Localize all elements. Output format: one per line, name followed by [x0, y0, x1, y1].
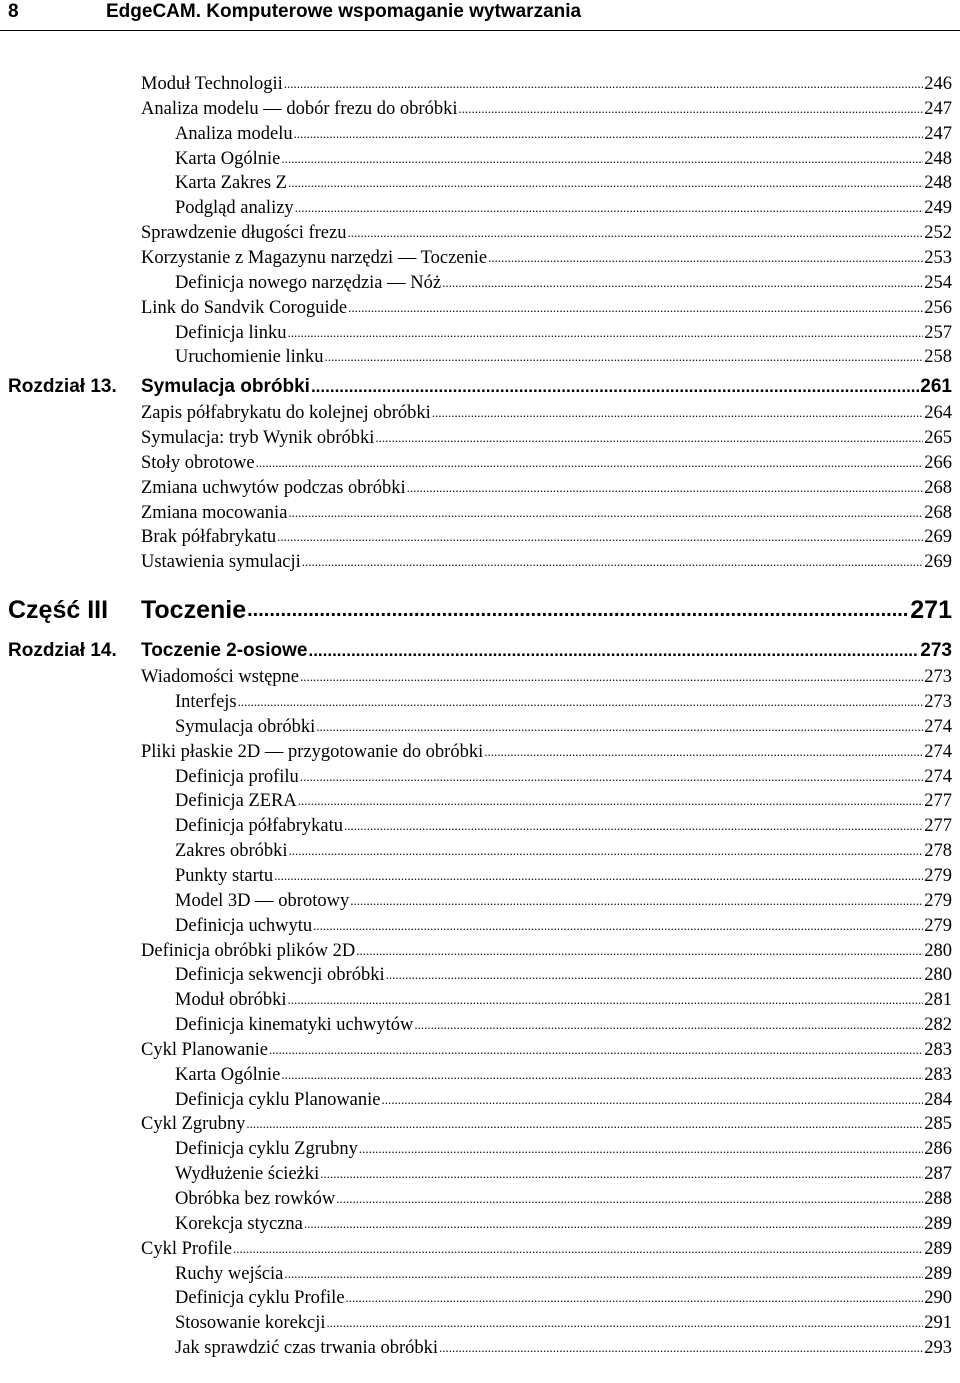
toc-subentry [175, 171, 952, 195]
toc-entry-page: 289 [924, 1238, 952, 1259]
toc-entry [141, 1237, 952, 1261]
toc-entry-title: Zmiana mocowania [141, 502, 288, 523]
toc-subentry-title: Model 3D — obrotowy [175, 890, 350, 911]
toc-subentry-title: Punkty startu [175, 865, 274, 886]
toc-subentry [175, 839, 952, 863]
toc-entry-page: 253 [924, 247, 952, 268]
dot-leader [313, 914, 923, 938]
dot-leader [300, 665, 923, 689]
toc-subentry-title: Definicja sekwencji obróbki [175, 965, 385, 986]
toc-entry-title: Cykl Profile [141, 1238, 232, 1259]
toc-subentry [175, 889, 952, 913]
toc-subentry-title: Obróbka bez rowków [175, 1189, 336, 1209]
toc-entry [141, 740, 952, 764]
toc-subentry-page: 281 [924, 990, 952, 1011]
toc-subentry [175, 1013, 952, 1037]
toc-subentry-page: 277 [924, 816, 952, 837]
toc-chapter-page: 273 [920, 640, 952, 662]
toc-subentry-title: Analiza modelu [175, 123, 293, 144]
toc-entry-title: Pliki płaskie 2D — przygotowanie do obróbki [141, 741, 484, 762]
toc-subentry-title: Definicja cyklu Zgrubny [175, 1139, 358, 1160]
toc-subentry-page: 291 [924, 1313, 952, 1334]
toc-subentry [175, 1088, 952, 1112]
toc-entry-title: Symulacja: tryb Wynik obróbki [141, 428, 375, 449]
toc-entry-page: 247 [924, 98, 952, 119]
dot-leader [281, 147, 923, 171]
toc-subentry-page: 284 [924, 1089, 952, 1110]
toc-chapter-label: Rozdział 14. [8, 640, 117, 662]
dot-leader [294, 122, 924, 146]
dot-leader [247, 594, 909, 626]
dot-leader [298, 789, 924, 813]
toc-subentry [175, 345, 952, 369]
toc-subentry-page: 290 [924, 1288, 952, 1309]
toc-entry-title: Cykl Zgrubny [141, 1114, 246, 1135]
toc-entry [141, 451, 952, 475]
toc-subentry-page: 254 [924, 272, 952, 293]
toc-part-page: 271 [910, 596, 952, 625]
toc-part-label: Część III [8, 596, 109, 625]
toc-chapter-page: 261 [920, 376, 952, 398]
dot-leader [375, 426, 923, 450]
toc-subentry-page: 293 [924, 1338, 952, 1359]
toc-entry-page: 266 [924, 452, 952, 473]
toc-entry-title: Moduł Technologii [141, 74, 283, 94]
toc-subentry-page: 278 [924, 841, 952, 862]
toc-subentry-page: 273 [924, 692, 952, 712]
toc-entry-title: Zmiana uchwytów podczas obróbki [141, 477, 406, 498]
toc-subentry [175, 147, 952, 171]
toc-entry-page: 264 [924, 403, 952, 424]
page-number: 8 [8, 1, 19, 22]
toc-entry [141, 476, 952, 500]
toc-subentry-page: 289 [924, 1263, 952, 1284]
dot-leader [288, 988, 924, 1012]
toc-entry-title: Sprawdzenie długości frezu [141, 223, 347, 244]
toc-subentry-page: 287 [924, 1164, 952, 1185]
toc-subentry-title: Definicja ZERA [175, 791, 297, 812]
toc-entry-title: Link do Sandvik Coroguide [141, 297, 348, 318]
toc-subentry-title: Definicja kinematyki uchwytów [175, 1015, 414, 1036]
toc-subentry-title: Definicja linku [175, 322, 287, 343]
toc-entry [141, 246, 952, 270]
toc-chapter-label: Rozdział 13. [8, 376, 117, 398]
toc-subentry-page: 279 [924, 865, 952, 886]
toc-subentry-title: Stosowanie korekcji [175, 1313, 326, 1334]
toc-subentry [175, 715, 952, 739]
toc-chapter-title: Symulacja obróbki [141, 376, 310, 398]
toc-subentry-title: Uruchomienie linku [175, 347, 324, 368]
dot-leader [439, 1336, 923, 1360]
toc-subentry [175, 122, 952, 146]
toc-entry-page: 256 [924, 297, 952, 318]
dot-leader [284, 72, 924, 96]
toc-subentry [175, 1311, 952, 1335]
dot-leader [308, 638, 919, 664]
toc-subentry-title: Karta Ogólnie [175, 148, 281, 169]
toc-subentry-title: Definicja cyklu Planowanie [175, 1089, 381, 1110]
toc-entry [141, 97, 952, 121]
toc-entry [141, 501, 952, 525]
toc-subentry-page: 247 [924, 123, 952, 144]
dot-leader [233, 1237, 923, 1261]
dot-leader [288, 501, 923, 525]
toc-subentry-page: 283 [924, 1064, 952, 1085]
dot-leader [356, 939, 923, 963]
dot-leader [289, 839, 924, 863]
toc-entry-page: 285 [924, 1114, 952, 1135]
toc-entry-title: Brak półfabrykatu [141, 527, 277, 548]
toc-subentry-page: 286 [924, 1139, 952, 1160]
toc-subentry-title: Moduł obróbki [175, 990, 287, 1011]
toc-subentry [175, 1162, 952, 1186]
dot-leader [295, 196, 924, 220]
toc-entry-page: 283 [924, 1039, 952, 1060]
toc-subentry-title: Korekcja styczna [175, 1213, 303, 1234]
dot-leader [344, 814, 923, 838]
dot-leader [484, 740, 923, 764]
toc-subentry-page: 248 [924, 173, 952, 194]
dot-leader [316, 715, 923, 739]
toc-subentry-page: 274 [924, 766, 952, 787]
toc-entry-title: Stoły obrotowe [141, 452, 255, 473]
dot-leader [336, 1187, 923, 1211]
toc-entry-title: Analiza modelu — dobór frezu do obróbki [141, 98, 458, 119]
dot-leader [350, 889, 923, 913]
toc-subentry-page: 279 [924, 890, 952, 911]
toc-subentry-title: Ruchy wejścia [175, 1263, 284, 1284]
toc-entry-title: Korzystanie z Magazynu narzędzi — Toczenie [141, 247, 488, 268]
dot-leader [274, 864, 923, 888]
toc-subentry-page: 288 [924, 1189, 952, 1209]
toc-entry-page: 265 [924, 428, 952, 449]
toc-subentry [175, 271, 952, 295]
toc-subentry [175, 988, 952, 1012]
dot-leader [238, 690, 924, 714]
toc-subentry [175, 1137, 952, 1161]
toc-subentry-title: Definicja półfabrykatu [175, 816, 343, 837]
toc-chapter [8, 374, 952, 400]
toc-entry-title: Wiadomości wstępne [141, 667, 300, 688]
toc-subentry-title: Karta Zakres Z [175, 173, 287, 194]
dot-leader [288, 171, 923, 195]
dot-leader [347, 221, 923, 245]
toc-subentry [175, 914, 952, 938]
dot-leader [442, 271, 923, 295]
dot-leader [324, 345, 923, 369]
dot-leader [327, 1311, 924, 1335]
toc-subentry [175, 1212, 952, 1236]
toc-subentry-page: 274 [924, 716, 952, 737]
toc-entry [141, 939, 952, 963]
dot-leader [300, 765, 923, 789]
toc-subentry [175, 690, 952, 714]
toc-subentry-title: Interfejs [175, 692, 237, 712]
toc-chapter-title: Toczenie 2-osiowe [141, 640, 308, 662]
dot-leader [311, 374, 919, 400]
toc-subentry-page: 258 [924, 347, 952, 368]
toc-subentry [175, 765, 952, 789]
toc-entry [141, 401, 952, 425]
toc-subentry-page: 257 [924, 322, 952, 343]
toc-entry [141, 426, 952, 450]
toc-subentry [175, 864, 952, 888]
toc-entry-page: 274 [924, 741, 952, 762]
toc-part [8, 594, 952, 626]
toc-subentry [175, 1262, 952, 1286]
dot-leader [386, 963, 924, 987]
toc-entry [141, 296, 952, 320]
dot-leader [302, 550, 923, 574]
toc-entry [141, 221, 952, 245]
toc-subentry-title: Symulacja obróbki [175, 716, 316, 737]
toc-entry-page: 268 [924, 477, 952, 498]
dot-leader [432, 401, 923, 425]
dot-leader [277, 525, 923, 549]
toc-entry-page: 269 [924, 552, 952, 573]
toc-entry [141, 665, 952, 689]
toc-subentry-title: Podgląd analizy [175, 198, 294, 219]
toc-subentry-page: 277 [924, 791, 952, 812]
toc-subentry-title: Wydłużenie ścieżki [175, 1164, 320, 1185]
toc-subentry-page: 289 [924, 1213, 952, 1234]
dot-leader [304, 1212, 923, 1236]
toc-subentry-page: 280 [924, 965, 952, 986]
toc-entry [141, 1038, 952, 1062]
dot-leader [414, 1013, 923, 1037]
dot-leader [320, 1162, 923, 1186]
toc-part-title: Toczenie [141, 596, 247, 625]
dot-leader [346, 1286, 924, 1310]
toc-subentry [175, 1336, 952, 1360]
book-title: EdgeCAM. Komputerowe wspomaganie wytwarzania [106, 1, 582, 22]
toc-subentry [175, 1187, 952, 1211]
dot-leader [359, 1137, 923, 1161]
toc-subentry-title: Definicja profilu [175, 766, 299, 787]
toc-entry-page: 252 [924, 223, 952, 244]
toc-subentry [175, 1286, 952, 1310]
toc-subentry-title: Definicja cyklu Profile [175, 1288, 345, 1309]
toc-subentry-title: Jak sprawdzić czas trwania obróbki [175, 1338, 439, 1359]
toc-subentry [175, 789, 952, 813]
toc-entry-page: 269 [924, 527, 952, 548]
dot-leader [246, 1112, 923, 1136]
toc-subentry [175, 321, 952, 345]
toc-subentry [175, 963, 952, 987]
dot-leader [407, 476, 924, 500]
toc-subentry [175, 1063, 952, 1087]
dot-leader [382, 1088, 924, 1112]
toc-subentry-title: Zakres obróbki [175, 841, 288, 862]
toc-entry-title: Definicja obróbki plików 2D [141, 940, 356, 961]
dot-leader [281, 1063, 923, 1087]
running-header [0, 0, 960, 31]
dot-leader [284, 1262, 923, 1286]
toc-chapter [8, 638, 952, 664]
toc-subentry [175, 814, 952, 838]
toc-entry-title: Zapis półfabrykatu do kolejnej obróbki [141, 403, 431, 424]
toc-entry-page: 246 [924, 74, 952, 94]
toc-entry-page: 280 [924, 940, 952, 961]
dot-leader [287, 321, 923, 345]
toc-entry [141, 550, 952, 574]
toc-subentry-page: 282 [924, 1015, 952, 1036]
toc-subentry-title: Definicja nowego narzędzia — Nóż [175, 272, 442, 293]
dot-leader [348, 296, 923, 320]
toc-subentry-title: Definicja uchwytu [175, 915, 313, 936]
toc-entry [141, 1112, 952, 1136]
toc-entry-page: 273 [924, 667, 952, 688]
toc-entry-page: 268 [924, 502, 952, 523]
dot-leader [458, 97, 923, 121]
toc-entry-title: Ustawienia symulacji [141, 552, 301, 573]
toc-entry-title: Cykl Planowanie [141, 1039, 268, 1060]
toc-entry [141, 525, 952, 549]
dot-leader [256, 451, 924, 475]
dot-leader [269, 1038, 923, 1062]
toc-subentry-title: Karta Ogólnie [175, 1064, 281, 1085]
dot-leader [488, 246, 923, 270]
toc-entry [141, 72, 952, 96]
toc-subentry [175, 196, 952, 220]
toc-subentry-page: 249 [924, 198, 952, 219]
toc-subentry-page: 279 [924, 915, 952, 936]
toc-subentry-page: 248 [924, 148, 952, 169]
